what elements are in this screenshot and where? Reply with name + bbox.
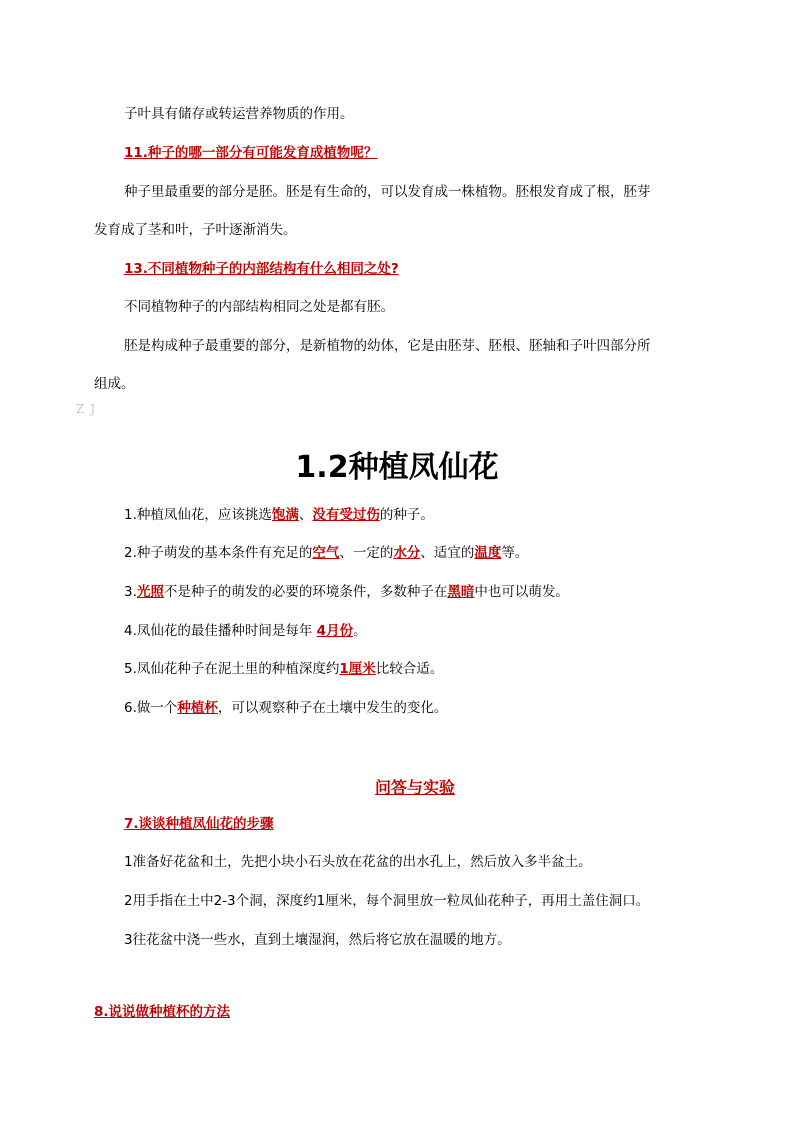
fact-text: 5.凤仙花种子在泥土里的种植深度约	[124, 661, 340, 677]
question-13: 13.不同植物种子的内部结构有什么相同之处?	[124, 261, 399, 277]
paragraph-embryo-line2: 发育成了茎和叶，子叶逐渐消失。	[94, 222, 297, 238]
qa-section-title: 问答与实验	[374, 778, 455, 797]
fact-text: 2.种子萌发的基本条件有充足的	[124, 545, 313, 561]
fact-text: 、一定的	[339, 545, 394, 561]
paragraph-embryo-parts-line2: 组成。	[94, 376, 135, 392]
paragraph-common-structure: 不同植物种子的内部结构相同之处是都有胚。	[124, 299, 394, 315]
step-2: 2用手指在土中2-3个洞，深度约1厘米，每个洞里放一粒凤仙花种子，再用土盖住洞口。	[124, 893, 650, 909]
fact-highlight: 黑暗	[447, 584, 475, 600]
fact-text: 3.	[124, 584, 137, 600]
step-1: 1准备好花盆和土，先把小块小石头放在花盆的出水孔上，然后放入多半盆土。	[124, 854, 592, 870]
fact-highlight: 没有受过伤	[312, 507, 380, 523]
fact-item-5	[124, 659, 443, 679]
fact-item-6	[124, 698, 447, 718]
fact-text: 的种子。	[379, 507, 434, 523]
fact-highlight: 空气	[312, 545, 340, 561]
fact-text: 中也可以萌发。	[474, 584, 569, 600]
fact-highlight: 水分	[393, 545, 421, 561]
paragraph-cotyledon: 子叶具有储存或转运营养物质的作用。	[124, 106, 354, 122]
paragraph-embryo-parts-line1: 胚是构成种子最重要的部分，是新植物的幼体，它是由胚芽、胚根、胚轴和子叶四部分所	[124, 338, 651, 354]
fact-highlight: 饱满	[271, 507, 299, 523]
paragraph-embryo-line1: 种子里最重要的部分是胚。胚是有生命的，可以发育成一株植物。胚根发育成了根，胚芽	[124, 184, 651, 200]
fact-text: 1.种植凤仙花，应该挑选	[124, 507, 272, 523]
fact-highlight: 4月份	[316, 623, 354, 639]
question-11: 11.种子的哪一部分有可能发育成植物呢？	[124, 145, 378, 161]
fact-item-2	[124, 543, 528, 563]
fact-text: 。	[353, 623, 367, 639]
fact-text: 6.做一个	[124, 700, 178, 716]
step-3: 3往花盆中浇一些水，直到土壤湿润，然后将它放在温暖的地方。	[124, 932, 511, 948]
question-8: 8.说说做种植杯的方法	[94, 1004, 231, 1020]
fact-text: 、	[298, 507, 313, 523]
fact-text: 4.凤仙花的最佳播种时间是每年	[124, 623, 317, 639]
fact-text: 、适宜的	[420, 545, 475, 561]
fact-highlight: 种植杯	[177, 700, 218, 716]
fact-item-4	[124, 621, 367, 641]
watermark: ZJ	[76, 402, 102, 416]
question-7: 7.谈谈种植凤仙花的步骤	[124, 816, 274, 832]
section-title: 1.2种植凤仙花	[295, 450, 499, 485]
fact-text: 等。	[501, 545, 529, 561]
fact-highlight: 1厘米	[339, 661, 376, 677]
fact-highlight: 光照	[136, 584, 164, 600]
fact-item-1	[124, 505, 434, 525]
fact-text: ，可以观察种子在土壤中发生的变化。	[217, 700, 448, 716]
fact-text: 不是种子的萌发的必要的环境条件，多数种子在	[163, 584, 448, 600]
fact-item-3	[124, 582, 569, 602]
fact-text: 比较合适。	[375, 661, 444, 677]
fact-highlight: 温度	[474, 545, 502, 561]
